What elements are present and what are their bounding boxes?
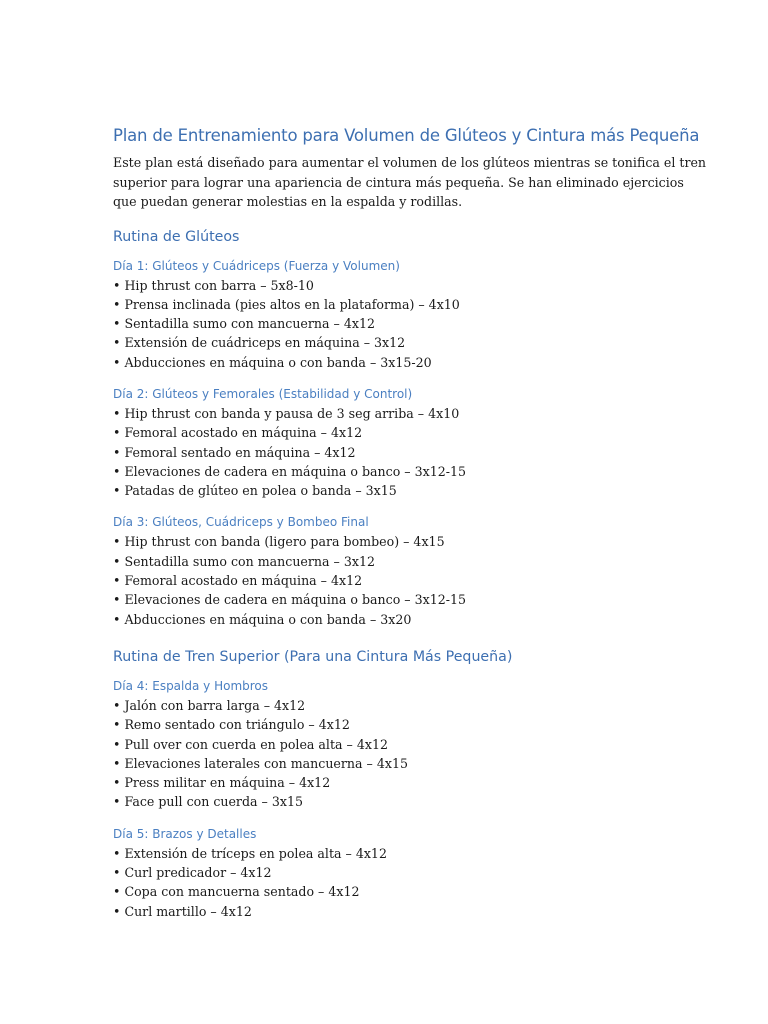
list-item: • Elevaciones laterales con mancuerna – 4x15	[113, 754, 673, 773]
list-item: • Abducciones en máquina o con banda – 3x20	[113, 610, 673, 629]
list-item: • Elevaciones de cadera en máquina o banco – 3x12-15	[113, 462, 673, 481]
exercise-list	[113, 532, 673, 628]
intro-line: Este plan está diseñado para aumentar el volumen de los glúteos mientras se tonifica el tren	[113, 155, 707, 170]
list-item: • Press militar en máquina – 4x12	[113, 773, 673, 792]
intro-line: que puedan generar molestias en la espalda y rodillas.	[113, 194, 463, 209]
list-item: • Curl martillo – 4x12	[113, 902, 673, 921]
day-title: Día 2: Glúteos y Femorales (Estabilidad y Control)	[113, 386, 413, 401]
list-item: • Extensión de tríceps en polea alta – 4x12	[113, 844, 673, 863]
list-item: • Remo sentado con triángulo – 4x12	[113, 715, 673, 734]
list-item: • Patadas de glúteo en polea o banda – 3x15	[113, 481, 673, 500]
day-title: Día 3: Glúteos, Cuádriceps y Bombeo Final	[113, 515, 369, 530]
list-item: • Pull over con cuerda en polea alta – 4x12	[113, 735, 673, 754]
list-item: • Hip thrust con banda y pausa de 3 seg arriba – 4x10	[113, 404, 673, 423]
document-title: Plan de Entrenamiento para Volumen de Glúteos y Cintura más Pequeña	[113, 126, 700, 145]
list-item: • Elevaciones de cadera en máquina o banco – 3x12-15	[113, 590, 673, 609]
list-item: • Sentadilla sumo con mancuerna – 4x12	[113, 314, 673, 333]
exercise-list	[113, 404, 673, 500]
document-content	[113, 126, 707, 936]
list-item: • Femoral acostado en máquina – 4x12	[113, 571, 673, 590]
list-item: • Face pull con cuerda – 3x15	[113, 792, 673, 811]
list-item: • Extensión de cuádriceps en máquina – 3x12	[113, 333, 673, 352]
section-title-tren-superior: Rutina de Tren Superior (Para una Cintura Más Pequeña)	[113, 648, 513, 665]
exercise-list	[113, 696, 673, 812]
day-title: Día 5: Brazos y Detalles	[113, 826, 257, 841]
day-title: Día 4: Espalda y Hombros	[113, 678, 269, 693]
list-item: • Femoral acostado en máquina – 4x12	[113, 423, 673, 442]
list-item: • Jalón con barra larga – 4x12	[113, 696, 673, 715]
list-item: • Prensa inclinada (pies altos en la plataforma) – 4x10	[113, 295, 673, 314]
list-item: • Copa con mancuerna sentado – 4x12	[113, 882, 673, 901]
list-item: • Curl predicador – 4x12	[113, 863, 673, 882]
exercise-list	[113, 844, 673, 921]
list-item: • Hip thrust con banda (ligero para bombeo) – 4x15	[113, 532, 673, 551]
section-title-gluteos: Rutina de Glúteos	[113, 228, 240, 245]
intro-paragraph	[113, 153, 707, 212]
exercise-list	[113, 276, 673, 372]
list-item: • Femoral sentado en máquina – 4x12	[113, 443, 673, 462]
list-item: • Hip thrust con barra – 5x8-10	[113, 276, 673, 295]
list-item: • Sentadilla sumo con mancuerna – 3x12	[113, 552, 673, 571]
list-item: • Abducciones en máquina o con banda – 3x15-20	[113, 353, 673, 372]
day-title: Día 1: Glúteos y Cuádriceps (Fuerza y Volumen)	[113, 258, 400, 273]
intro-line: superior para lograr una apariencia de cintura más pequeña. Se han eliminado ejercicios	[113, 174, 684, 190]
